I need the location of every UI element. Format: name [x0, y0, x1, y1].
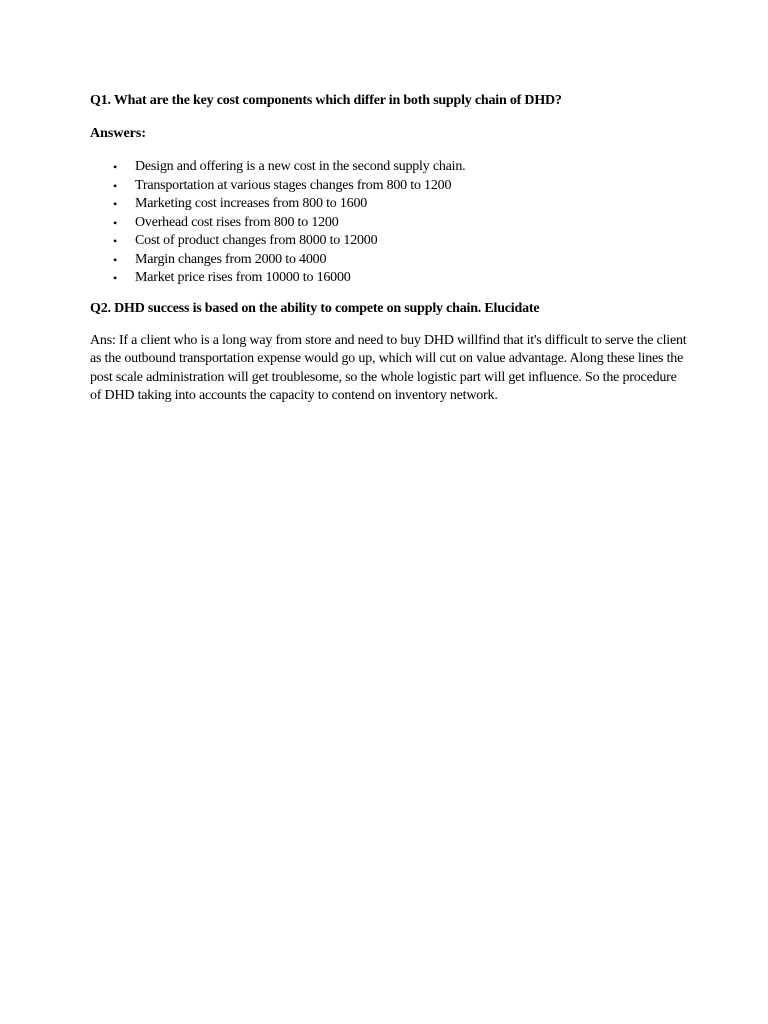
bullet-icon: • [113, 271, 118, 285]
bullet-icon: • [113, 160, 118, 174]
question-2-answer: Ans: If a client who is a long way from store and need to buy DHD willfind that it's difficult to serve the client as the outbound transportation expense would go up, which will cut on value advantage. Along these lines the post scale administration will get troublesome, so the whole logistic part will get influence. So the procedure of DHD taking into accounts the capacity to contend on inventory network. [90, 332, 687, 403]
list-item [90, 214, 690, 233]
answers-label: Answers: [90, 126, 146, 141]
list-item [90, 195, 690, 214]
list-item-text: Overhead cost rises from 800 to 1200 [135, 214, 339, 230]
document-content [90, 92, 690, 406]
list-item-text: Margin changes from 2000 to 4000 [135, 251, 327, 267]
list-item-text: Market price rises from 10000 to 16000 [135, 270, 351, 285]
list-item-text: Marketing cost increases from 800 to 1600 [135, 196, 368, 211]
list-item-text: Transportation at various stages changes from 800 to 1200 [135, 177, 452, 193]
list-item [90, 251, 690, 270]
bullet-icon: • [113, 234, 118, 248]
list-item [90, 269, 690, 288]
list-item [90, 158, 690, 177]
list-item-text: Design and offering is a new cost in the second supply chain. [135, 159, 466, 174]
bullet-icon: • [113, 215, 118, 230]
bullet-icon: • [113, 197, 118, 211]
list-item [90, 177, 690, 196]
list-item [90, 232, 690, 251]
bullet-icon: • [113, 252, 118, 267]
question-1-heading: Q1. What are the key cost components which differ in both supply chain of DHD? [90, 93, 562, 108]
bullet-icon: • [113, 178, 118, 193]
list-item-text: Cost of product changes from 8000 to 12000 [135, 233, 378, 248]
question-2-heading: Q2. DHD success is based on the ability to compete on supply chain. Elucidate [90, 300, 540, 316]
cost-components-list [90, 158, 690, 288]
